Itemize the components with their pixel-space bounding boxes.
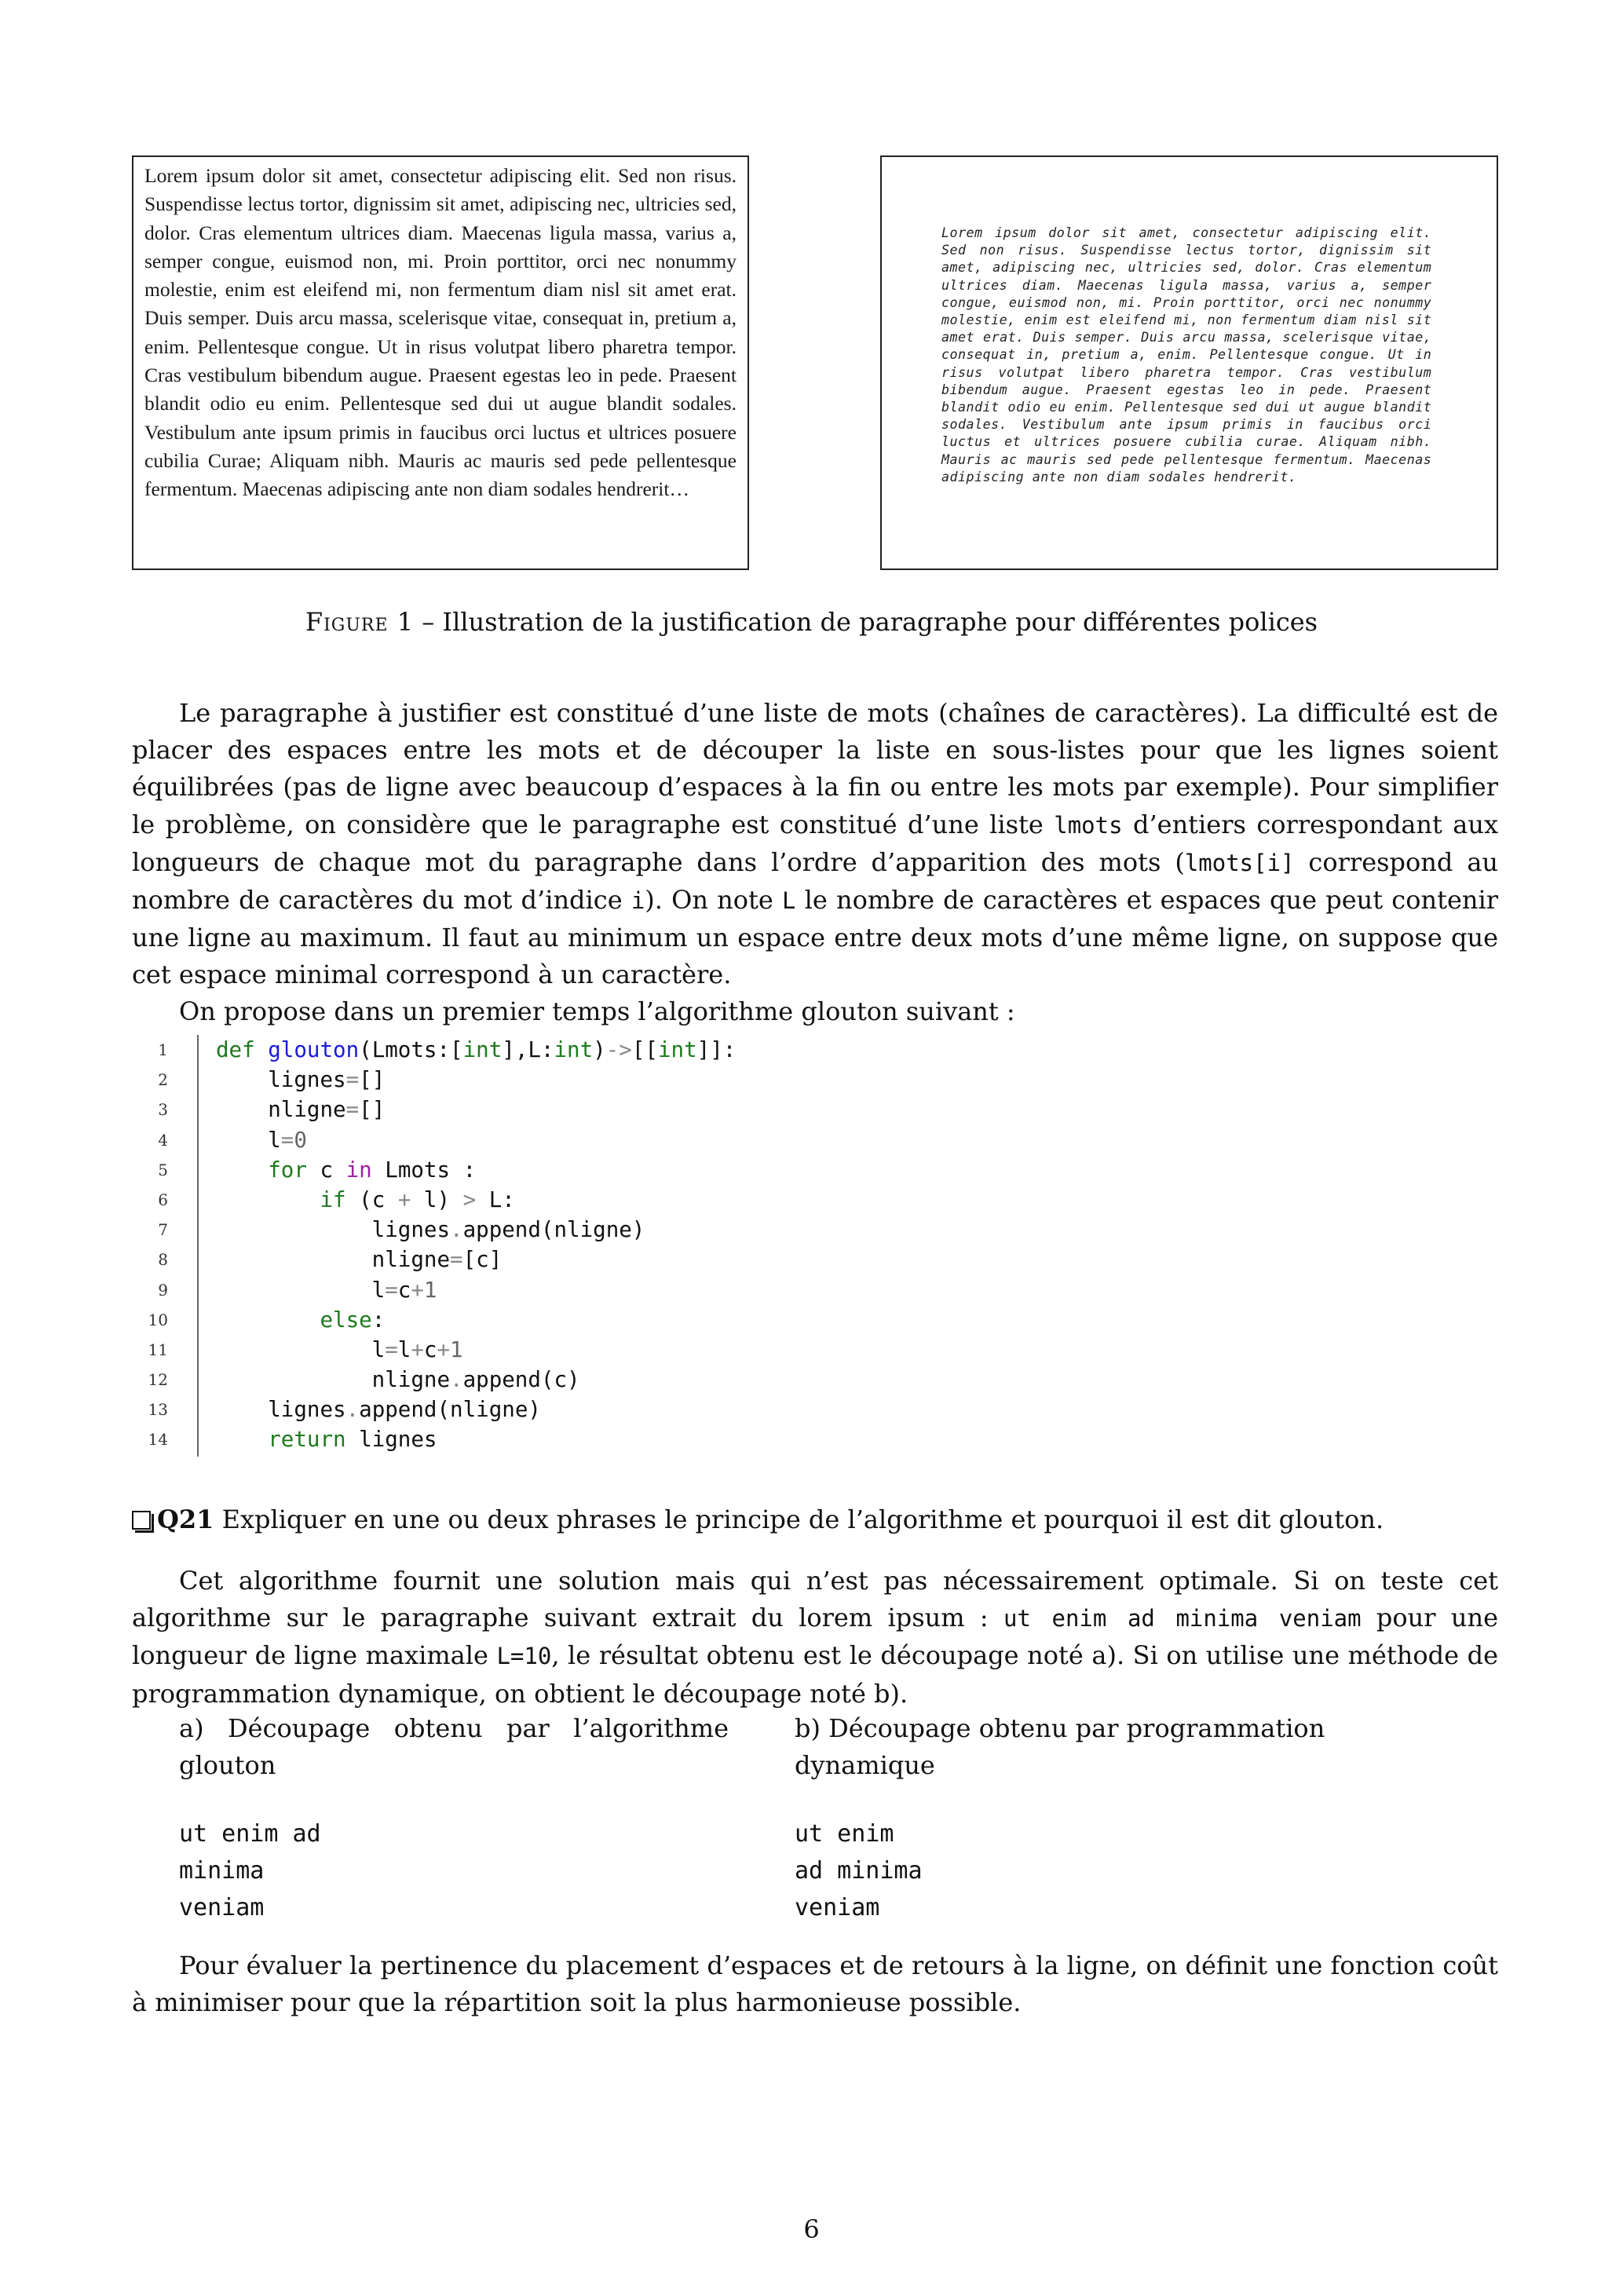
p3-code-L10: L=10 bbox=[496, 1643, 552, 1670]
column-b bbox=[795, 1710, 1344, 1926]
checkbox-icon bbox=[132, 1511, 151, 1530]
column-a-line: veniam bbox=[179, 1894, 265, 1921]
p3-code-phrase: ut enim ad minima veniam bbox=[1003, 1605, 1362, 1632]
column-b-line: veniam bbox=[795, 1894, 880, 1921]
p1-text-4: ). On note bbox=[645, 885, 783, 916]
line-number: 4 bbox=[158, 1130, 168, 1150]
code-line: 8 nligne=[c] bbox=[132, 1245, 917, 1274]
figure-caption bbox=[0, 606, 1623, 638]
code-line: 12 nligne.append(c) bbox=[132, 1365, 917, 1395]
code-line: 11 l=l+c+1 bbox=[132, 1335, 917, 1365]
paragraph-algo-intro: On propose dans un premier temps l’algorithme glouton suivant : bbox=[179, 996, 1015, 1026]
line-number: 2 bbox=[158, 1070, 168, 1090]
line-number: 9 bbox=[158, 1280, 168, 1300]
p1-text-2: d’entiers correspondant aux longueurs de chaque mot du paragraphe dans l’ordre d’apparition des mots ( bbox=[132, 809, 1498, 877]
line-number: 10 bbox=[148, 1310, 168, 1329]
p1-text-3: correspond au nombre de caractères du mot d’indice bbox=[132, 846, 1499, 916]
code-line: 6 if (c + l) > L: bbox=[132, 1185, 917, 1215]
figure-caption-text: – Illustration de la justification de paragraphe pour différentes polices bbox=[414, 607, 1318, 637]
line-number: 6 bbox=[158, 1190, 168, 1209]
line-number: 5 bbox=[158, 1160, 168, 1179]
paragraph-intro bbox=[132, 695, 1498, 994]
p3-text-1: Cet algorithme fournit une solution mais qui n’est pas nécessairement optimale. Si on teste cet algorithme sur le paragraphe suivant extrait du lorem ipsum : bbox=[132, 1566, 1498, 1633]
figure-right-text: Lorem ipsum dolor sit amet, consectetur adipiscing elit. Sed non risus. Suspendisse lectus tortor, dignissim sit amet, adipiscing nec, ultricies sed, dolor. Cras elementum ultrices diam. Maecenas ligula massa, varius a, semper congue, euismod non, mi. Proin porttitor, orci nec nonummy molestie, enim est eleifend mi, non fermentum diam nisl sit amet erat. Duis semper. Duis arcu massa, scelerisque vitae, consequat in, pretium a, enim. Pellentesque congue. Ut in risus volutpat libero pharetra tempor. Cras vestibulum bibendum augue. Praesent egestas leo in pede. Praesent blandit odio eu enim. Pellentesque sed dui ut augue blandit sodales. Vestibulum ante ipsum primis in faucibus orci luctus et ultrices posuere cubilia curae. Aliquam nibh. Mauris ac mauris sed pede pellentesque fermentum. Maecenas adipiscing ante non diam sodales hendrerit. bbox=[941, 225, 1432, 485]
p1-code-i: i bbox=[631, 887, 645, 915]
p1-code-L: L bbox=[782, 887, 796, 915]
code-line: 2 lignes=[] bbox=[132, 1065, 917, 1095]
page-number: 6 bbox=[803, 2214, 820, 2244]
p1-text-1: Le paragraphe à justifier est constitué d’une liste de mots (chaînes de caractères). La difficulté est de placer des espaces entre les mots et de découper la liste en sous-listes pour que les lignes soient équilibrées (pas de ligne avec beaucoup d’espaces à la fin ou entre les mots par exemple). Pour simplifier le problème, on considère que le paragraphe est constitué d’une liste bbox=[132, 698, 1498, 839]
line-number: 13 bbox=[148, 1400, 168, 1420]
paragraph-test bbox=[132, 1563, 1498, 1713]
line-number: 12 bbox=[148, 1370, 168, 1390]
p1-text-5: le nombre de caractères et espaces que peut contenir une ligne au maximum. Il faut au minimum un espace entre deux mots d’une même ligne, on suppose que cet espace minimal correspond à un caractère. bbox=[132, 885, 1499, 990]
question-q21 bbox=[132, 1501, 1384, 1538]
code-line: 10 else: bbox=[132, 1305, 917, 1335]
line-number: 14 bbox=[148, 1430, 168, 1450]
figure-left-panel bbox=[132, 155, 749, 570]
figure-right-panel bbox=[880, 155, 1498, 570]
code-line: 3 nligne=[] bbox=[132, 1095, 917, 1124]
code-line: 4 l=0 bbox=[132, 1125, 917, 1155]
code-line: 1 def glouton(Lmots:[int],L:int)->[[int]]: bbox=[132, 1035, 917, 1065]
line-number: 7 bbox=[158, 1220, 168, 1240]
line-number: 11 bbox=[148, 1340, 168, 1359]
p3-text-2: pour une longueur de ligne maximale bbox=[132, 1603, 1499, 1671]
line-number: 1 bbox=[158, 1040, 168, 1059]
figure-left-text: Lorem ipsum dolor sit amet, consectetur adipiscing elit. Sed non risus. Suspendisse lectus tortor, dignissim sit amet, adipiscing nec, ultricies sed, dolor. Cras elementum ultrices diam. Maecenas ligula massa, varius a, semper congue, euismod non, mi. Proin porttitor, orci nec nonummy molestie, enim est eleifend mi, non fermentum diam nisl sit amet erat. Duis semper. Duis arcu massa, scelerisque vitae, consequat in, pretium a, enim. Pellentesque congue. Ut in risus volutpat libero pharetra tempor. Cras vestibulum bibendum augue. Praesent egestas leo in pede. Praesent blandit odio eu enim. Pellentesque sed dui ut augue blandit sodales. Vestibulum ante ipsum primis in faucibus orci luctus et ultrices posuere cubilia Curae; Aliquam nibh. Mauris ac mauris sed pede pellentesque fermentum. Maecenas adipiscing ante non diam sodales hendrerit… bbox=[144, 164, 737, 501]
code-line: 7 lignes.append(nligne) bbox=[132, 1215, 917, 1245]
column-a bbox=[179, 1710, 729, 1926]
column-b-line: ut enim bbox=[795, 1820, 894, 1848]
code-line: 5 for c in Lmots : bbox=[132, 1155, 917, 1185]
question-text: Expliquer en une ou deux phrases le principe de l’algorithme et pourquoi il est dit glouton. bbox=[214, 1504, 1384, 1534]
code-line: 14 return lignes bbox=[132, 1424, 917, 1454]
column-b-line: ad minima bbox=[795, 1857, 923, 1885]
question-label: Q21 bbox=[157, 1504, 214, 1534]
paragraph-cost: Pour évaluer la pertinence du placement d’espaces et de retours à la ligne, on définit une fonction coût à minimiser pour que la répartition soit la plus harmonieuse possible. bbox=[132, 1951, 1498, 2018]
column-a-title: a) Découpage obtenu par l’algorithme glouton bbox=[179, 1713, 729, 1780]
p1-code-lmots: lmots bbox=[1054, 811, 1123, 839]
code-listing bbox=[132, 1035, 917, 1455]
line-number: 3 bbox=[158, 1100, 168, 1120]
column-a-line: minima bbox=[179, 1857, 265, 1885]
p3-text-3: , le résultat obtenu est le découpage noté a). Si on utilise une méthode de programmation dynamique, on obtient le découpage noté b). bbox=[132, 1640, 1499, 1709]
column-a-line: ut enim ad bbox=[179, 1820, 321, 1848]
line-number: 8 bbox=[158, 1250, 168, 1270]
code-line: 9 l=c+1 bbox=[132, 1275, 917, 1305]
figure-caption-label: Figure 1 bbox=[305, 607, 415, 637]
p1-code-lmots-i: lmots[i] bbox=[1184, 849, 1295, 876]
column-b-title: b) Découpage obtenu par programmation dynamique bbox=[795, 1713, 1325, 1780]
code-line: 13 lignes.append(nligne) bbox=[132, 1395, 917, 1424]
